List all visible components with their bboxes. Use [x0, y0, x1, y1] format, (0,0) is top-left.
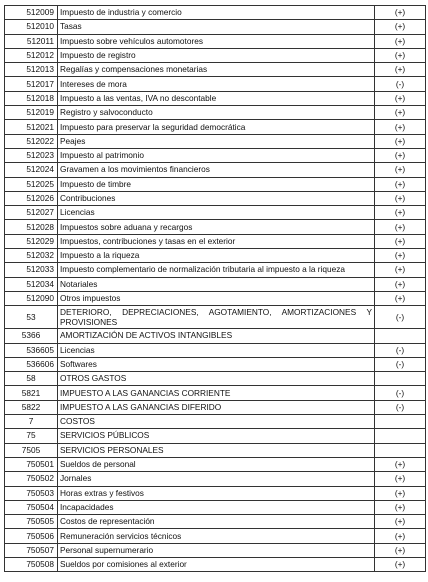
table-row [5, 457, 426, 471]
account-description: Gravamen a los movimientos financieros [58, 163, 375, 177]
table-row [5, 291, 426, 305]
account-description: Intereses de mora [58, 77, 375, 91]
table-row [5, 500, 426, 514]
account-code: 512019 [5, 106, 58, 120]
table-row [5, 106, 426, 120]
account-sign: (+) [375, 291, 426, 305]
table-row [5, 77, 426, 91]
table-row [5, 443, 426, 457]
account-code: 512025 [5, 177, 58, 191]
table-row [5, 91, 426, 105]
account-code: 512026 [5, 191, 58, 205]
account-sign: (+) [375, 472, 426, 486]
account-sign: (-) [375, 77, 426, 91]
account-description: Personal supernumerario [58, 543, 375, 557]
account-description: Horas extras y festivos [58, 486, 375, 500]
account-description: Incapacidades [58, 500, 375, 514]
account-code: 512028 [5, 220, 58, 234]
account-description: Remuneración servicios técnicos [58, 529, 375, 543]
account-description: Regalías y compensaciones monetarias [58, 63, 375, 77]
account-table [4, 5, 426, 572]
account-description: Impuesto a las ventas, IVA no descontable [58, 91, 375, 105]
account-table-body [5, 6, 426, 572]
account-sign [375, 372, 426, 386]
account-sign: (+) [375, 457, 426, 471]
account-sign: (+) [375, 486, 426, 500]
account-sign: (+) [375, 63, 426, 77]
table-row [5, 220, 426, 234]
table-row [5, 486, 426, 500]
account-code: 512027 [5, 206, 58, 220]
table-row [5, 163, 426, 177]
table-row [5, 191, 426, 205]
account-code: 750501 [5, 457, 58, 471]
account-code: 750508 [5, 557, 58, 571]
account-description: Registro y salvoconducto [58, 106, 375, 120]
table-row [5, 472, 426, 486]
table-row [5, 529, 426, 543]
table-row [5, 6, 426, 20]
account-description: Sueldos por comisiones al exterior [58, 557, 375, 571]
table-row [5, 329, 426, 343]
account-description: Impuesto al patrimonio [58, 148, 375, 162]
account-code: 750507 [5, 543, 58, 557]
account-description: Impuesto de registro [58, 48, 375, 62]
account-sign: (+) [375, 20, 426, 34]
account-sign: (+) [375, 263, 426, 277]
account-code: 512017 [5, 77, 58, 91]
account-description: Impuesto de timbre [58, 177, 375, 191]
account-sign: (+) [375, 515, 426, 529]
table-row [5, 277, 426, 291]
account-sign: (-) [375, 357, 426, 371]
account-description: IMPUESTO A LAS GANANCIAS DIFERIDO [58, 400, 375, 414]
account-code: 536605 [5, 343, 58, 357]
account-sign: (+) [375, 163, 426, 177]
table-row [5, 148, 426, 162]
table-row [5, 177, 426, 191]
account-table-wrapper [4, 5, 425, 572]
table-row [5, 357, 426, 371]
account-description: Impuesto a la riqueza [58, 249, 375, 263]
account-code: 750506 [5, 529, 58, 543]
account-sign: (+) [375, 557, 426, 571]
account-sign: (+) [375, 234, 426, 248]
account-code: 512023 [5, 148, 58, 162]
account-code: 512011 [5, 34, 58, 48]
account-code: 750502 [5, 472, 58, 486]
account-description: Impuesto de industria y comercio [58, 6, 375, 20]
account-description: Jornales [58, 472, 375, 486]
account-description: Licencias [58, 343, 375, 357]
account-sign: (-) [375, 343, 426, 357]
table-row [5, 263, 426, 277]
account-code: 512034 [5, 277, 58, 291]
account-description: COSTOS [58, 415, 375, 429]
table-row [5, 34, 426, 48]
table-row [5, 234, 426, 248]
table-row [5, 48, 426, 62]
account-description: Sueldos de personal [58, 457, 375, 471]
table-row [5, 386, 426, 400]
account-description: Costos de representación [58, 515, 375, 529]
table-row [5, 206, 426, 220]
table-row [5, 20, 426, 34]
table-row [5, 120, 426, 134]
account-code: 512032 [5, 249, 58, 263]
account-sign: (+) [375, 134, 426, 148]
account-sign: (-) [375, 400, 426, 414]
account-description: OTROS GASTOS [58, 372, 375, 386]
account-description: AMORTIZACIÓN DE ACTIVOS INTANGIBLES [58, 329, 375, 343]
table-row [5, 543, 426, 557]
account-description: Impuesto complementario de normalización tributaria al impuesto a la riqueza [58, 263, 375, 277]
account-sign: (+) [375, 249, 426, 263]
account-code: 7 [5, 415, 58, 429]
account-description: Impuesto para preservar la seguridad democrática [58, 120, 375, 134]
account-description: Tasas [58, 20, 375, 34]
account-code: 750504 [5, 500, 58, 514]
account-sign: (+) [375, 206, 426, 220]
table-row [5, 134, 426, 148]
account-description: Softwares [58, 357, 375, 371]
account-description: Peajes [58, 134, 375, 148]
table-row [5, 63, 426, 77]
account-sign [375, 443, 426, 457]
account-sign: (+) [375, 500, 426, 514]
account-sign: (-) [375, 386, 426, 400]
table-row [5, 372, 426, 386]
account-code: 512010 [5, 20, 58, 34]
account-code: 7505 [5, 443, 58, 457]
table-row [5, 343, 426, 357]
account-description: Impuestos sobre aduana y recargos [58, 220, 375, 234]
table-row [5, 306, 426, 329]
account-description: Contribuciones [58, 191, 375, 205]
account-sign: (+) [375, 191, 426, 205]
account-code: 512090 [5, 291, 58, 305]
account-description: Otros impuestos [58, 291, 375, 305]
account-sign: (+) [375, 120, 426, 134]
account-code: 750503 [5, 486, 58, 500]
account-sign: (+) [375, 543, 426, 557]
account-code: 512009 [5, 6, 58, 20]
account-code: 512029 [5, 234, 58, 248]
account-code: 512022 [5, 134, 58, 148]
account-sign: (+) [375, 6, 426, 20]
table-row [5, 429, 426, 443]
account-description: Licencias [58, 206, 375, 220]
account-description: SERVICIOS PÚBLICOS [58, 429, 375, 443]
account-code: 58 [5, 372, 58, 386]
account-sign: (-) [375, 306, 426, 329]
account-description: SERVICIOS PERSONALES [58, 443, 375, 457]
table-row [5, 515, 426, 529]
account-sign [375, 329, 426, 343]
account-code: 512024 [5, 163, 58, 177]
account-sign: (+) [375, 91, 426, 105]
account-code: 512021 [5, 120, 58, 134]
account-description: Notariales [58, 277, 375, 291]
account-code: 512018 [5, 91, 58, 105]
account-code: 750505 [5, 515, 58, 529]
account-sign [375, 415, 426, 429]
account-code: 5366 [5, 329, 58, 343]
table-row [5, 415, 426, 429]
account-sign: (+) [375, 220, 426, 234]
account-sign: (+) [375, 48, 426, 62]
table-row [5, 400, 426, 414]
account-code: 512033 [5, 263, 58, 277]
account-sign: (+) [375, 529, 426, 543]
account-code: 512012 [5, 48, 58, 62]
account-code: 53 [5, 306, 58, 329]
account-code: 75 [5, 429, 58, 443]
account-description: DETERIORO, DEPRECIACIONES, AGOTAMIENTO, AMORTIZACIONES Y PROVISIONES [58, 306, 375, 329]
account-sign: (+) [375, 106, 426, 120]
table-row [5, 249, 426, 263]
account-sign: (+) [375, 177, 426, 191]
account-sign: (+) [375, 34, 426, 48]
account-code: 5822 [5, 400, 58, 414]
table-row [5, 557, 426, 571]
account-sign [375, 429, 426, 443]
account-description: Impuesto sobre vehículos automotores [58, 34, 375, 48]
account-description: Impuestos, contribuciones y tasas en el exterior [58, 234, 375, 248]
account-description: IMPUESTO A LAS GANANCIAS CORRIENTE [58, 386, 375, 400]
account-sign: (+) [375, 277, 426, 291]
account-code: 5821 [5, 386, 58, 400]
account-code: 512013 [5, 63, 58, 77]
account-code: 536606 [5, 357, 58, 371]
account-sign: (+) [375, 148, 426, 162]
